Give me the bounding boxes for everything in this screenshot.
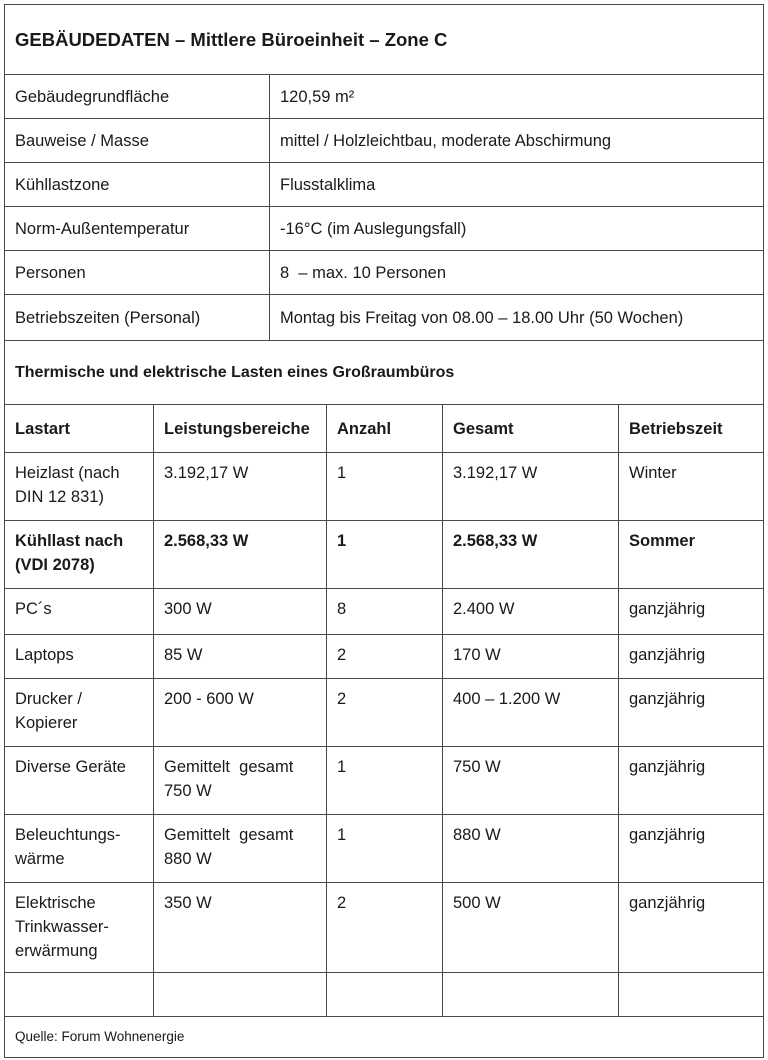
source-row <box>5 1017 763 1057</box>
cell-lastart: Beleuchtungs-wärme <box>15 826 121 868</box>
label-cooling-zone: Kühllastzone <box>15 175 110 194</box>
data-row-area <box>5 75 763 119</box>
cell-gesamt: 880 W <box>442 815 618 882</box>
table-row <box>5 747 763 815</box>
col-header-gesamt: Gesamt <box>442 405 618 452</box>
label-operating-hours: Betriebszeiten (Personal) <box>15 308 201 327</box>
value-cooling-zone: Flusstalklima <box>269 163 763 206</box>
cell-lastart: Kühllast nach (VDI 2078) <box>15 532 124 574</box>
label-persons: Personen <box>15 263 86 282</box>
cell-lastart: Heizlast (nach DIN 12 831) <box>15 464 120 506</box>
empty-cell <box>442 973 618 1016</box>
cell-anzahl: 1 <box>326 747 442 814</box>
col-header-lastart: Lastart <box>15 419 71 438</box>
loads-heading-row <box>5 341 763 405</box>
empty-cell <box>5 973 153 1016</box>
empty-cell <box>326 973 442 1016</box>
cell-lastart: Laptops <box>15 646 74 664</box>
cell-lastart: Elektrische Trinkwasser-erwärmung <box>15 894 109 960</box>
value-area: 120,59 m² <box>269 75 763 118</box>
cell-anzahl: 1 <box>326 453 442 520</box>
cell-lastart: PC´s <box>15 600 52 618</box>
cell-leistung: Gemittelt gesamt 750 W <box>153 747 326 814</box>
cell-lastart: Diverse Geräte <box>15 758 126 776</box>
cell-anzahl: 1 <box>326 521 442 588</box>
data-row-operating-hours <box>5 295 763 341</box>
cell-zeit: ganzjährig <box>618 635 763 678</box>
cell-zeit: ganzjährig <box>618 589 763 634</box>
value-construction: mittel / Holzleichtbau, moderate Abschirmung <box>269 119 763 162</box>
title-row <box>5 5 763 75</box>
cell-anzahl: 8 <box>326 589 442 634</box>
table-row <box>5 453 763 521</box>
loads-heading: Thermische und elektrische Lasten eines Großraumbüros <box>15 363 455 381</box>
cell-zeit: ganzjährig <box>618 679 763 746</box>
cell-zeit: ganzjährig <box>618 883 763 972</box>
cell-gesamt: 170 W <box>442 635 618 678</box>
data-row-outdoor-temp <box>5 207 763 251</box>
cell-zeit: Winter <box>618 453 763 520</box>
cell-gesamt: 500 W <box>442 883 618 972</box>
empty-cell <box>153 973 326 1016</box>
cell-leistung: 200 - 600 W <box>153 679 326 746</box>
cell-gesamt: 2.400 W <box>442 589 618 634</box>
table-row <box>5 589 763 635</box>
col-header-zeit: Betriebszeit <box>618 405 763 452</box>
cell-leistung: 2.568,33 W <box>153 521 326 588</box>
cell-leistung: 85 W <box>153 635 326 678</box>
cell-anzahl: 1 <box>326 815 442 882</box>
cell-anzahl: 2 <box>326 635 442 678</box>
col-header-anzahl: Anzahl <box>326 405 442 452</box>
label-outdoor-temp: Norm-Außentemperatur <box>15 219 190 238</box>
cell-lastart: Drucker / Kopierer <box>15 690 82 732</box>
cell-anzahl: 2 <box>326 679 442 746</box>
cell-gesamt: 3.192,17 W <box>442 453 618 520</box>
table-row <box>5 521 763 589</box>
value-operating-hours: Montag bis Freitag von 08.00 – 18.00 Uhr (50 Wochen) <box>269 295 763 340</box>
cell-gesamt: 2.568,33 W <box>442 521 618 588</box>
building-data-table <box>4 4 764 1058</box>
cell-leistung: 3.192,17 W <box>153 453 326 520</box>
value-outdoor-temp: -16°C (im Auslegungsfall) <box>269 207 763 250</box>
table-row <box>5 883 763 973</box>
cell-zeit: ganzjährig <box>618 747 763 814</box>
page-title: GEBÄUDEDATEN – Mittlere Büroeinheit – Zone C <box>15 28 448 50</box>
cell-leistung: Gemittelt gesamt 880 W <box>153 815 326 882</box>
cell-gesamt: 750 W <box>442 747 618 814</box>
data-row-persons <box>5 251 763 295</box>
cell-zeit: Sommer <box>618 521 763 588</box>
cell-leistung: 350 W <box>153 883 326 972</box>
label-construction: Bauweise / Masse <box>15 131 149 150</box>
cell-anzahl: 2 <box>326 883 442 972</box>
cell-leistung: 300 W <box>153 589 326 634</box>
label-area: Gebäudegrundfläche <box>15 87 170 106</box>
source-note: Quelle: Forum Wohnenergie <box>15 1029 185 1044</box>
empty-table-row <box>5 973 763 1017</box>
table-row <box>5 815 763 883</box>
data-row-construction <box>5 119 763 163</box>
cell-gesamt: 400 – 1.200 W <box>442 679 618 746</box>
value-persons: 8 – max. 10 Personen <box>269 251 763 294</box>
table-row <box>5 635 763 679</box>
col-header-leistung: Leistungsbereiche <box>153 405 326 452</box>
cell-zeit: ganzjährig <box>618 815 763 882</box>
loads-header-row <box>5 405 763 453</box>
table-row <box>5 679 763 747</box>
data-row-cooling-zone <box>5 163 763 207</box>
empty-cell <box>618 973 763 1016</box>
